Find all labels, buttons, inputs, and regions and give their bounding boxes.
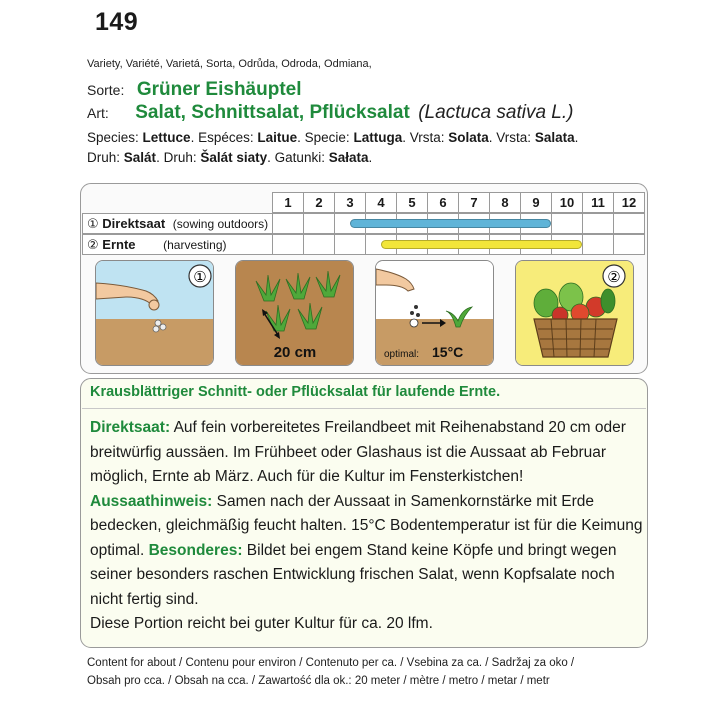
calendar-cell <box>303 234 335 255</box>
month-header-spacer <box>82 192 272 213</box>
temperature-illustration <box>375 260 494 366</box>
calendar-cell <box>613 213 645 234</box>
calendar-cell <box>272 213 304 234</box>
species-line-2: Druh: Salát. Druh: Šalát siaty. Gatunki: Sałata. <box>87 150 373 165</box>
species-line-1: Species: Lettuce. Espéces: Laitue. Specie: Lattuga. Vrsta: Solata. Vrsta: Salata. <box>87 130 579 145</box>
ernte-label: ② Ernte (harvesting) <box>82 234 272 255</box>
spacing-illustration <box>235 260 354 366</box>
month-header-10: 10 <box>551 192 583 213</box>
sorte-row <box>87 79 302 101</box>
month-header-5: 5 <box>396 192 428 213</box>
art-latin: (Lactuca sativa L.) <box>418 102 574 123</box>
variety-languages: Variety, Variété, Varietá, Sorta, Odrůda, Odroda, Odmiana, <box>87 58 372 70</box>
sorte-value: Grüner Eishäuptel <box>136 79 302 100</box>
calendar-cell <box>272 234 304 255</box>
calendar-cell <box>303 213 335 234</box>
art-row <box>87 102 573 124</box>
month-header-row <box>82 192 644 213</box>
calendar-cell <box>613 234 645 255</box>
packet-number: 149 <box>95 8 139 36</box>
spacing-label: 20 cm <box>273 344 317 361</box>
step-2-marker: ② <box>607 269 621 286</box>
harvest-illustration <box>515 260 634 366</box>
month-header-2: 2 <box>303 192 335 213</box>
month-header-4: 4 <box>365 192 397 213</box>
content-amount-line-1: Content for about / Contenu pour environ / Contenuto per ca. / Vsebina za ca. / Sadržaj za oko / <box>87 657 575 669</box>
month-header-11: 11 <box>582 192 614 213</box>
step-1-marker: ① <box>193 269 207 286</box>
art-value: Salat, Schnittsalat, Pflücksalat <box>135 102 410 123</box>
period-bar-direktsaat <box>350 219 552 228</box>
month-header-8: 8 <box>489 192 521 213</box>
month-header-9: 9 <box>520 192 552 213</box>
period-bar-ernte <box>381 240 583 249</box>
month-header-7: 7 <box>458 192 490 213</box>
direktsaat-label: ① Direktsaat (sowing outdoors) <box>82 213 272 234</box>
description-divider <box>82 408 646 409</box>
calendar-cell <box>582 213 614 234</box>
month-header-12: 12 <box>613 192 645 213</box>
calendar-cell <box>551 213 583 234</box>
optimal-label: optimal: <box>384 349 420 360</box>
calendar-cell <box>582 234 614 255</box>
description-text: Direktsaat: Auf fein vorbereitetes Freilandbeet mit Reihenabstand 20 cm oder breitwürfig aussäen. Im Frühbeet oder Glashaus ist die Aussaat ab Februar möglich, Ernte ab März. Auch für die Kultur im Fensterkistchen! Aussaathinweis: Samen nach der Aussaat in Samenkornstärke mit Erde bedecken, gleichmäßig feucht halten. 15°C Bodentemperatur ist für die Keimung optimal. Besonderes: Bildet bei engem Stand keine Köpfe und bringt wegen seiner besonders raschen Entwicklung frischen Salat, wenn Kopfsalate noch nicht fertig sind. Diese Portion reicht bei guter Kultur für ca. 20 lfm. <box>90 419 643 632</box>
month-header-3: 3 <box>334 192 366 213</box>
description-headline: Krausblättriger Schnitt- oder Pflücksalat für laufende Ernte. <box>90 384 501 400</box>
art-label: Art: <box>87 105 109 121</box>
month-header-1: 1 <box>272 192 304 213</box>
sowing-illustration <box>95 260 214 366</box>
sowing-calendar <box>82 192 644 258</box>
calendar-cell <box>334 234 366 255</box>
optimal-temperature: 15°C <box>432 344 464 360</box>
calendar-row-ernte <box>82 234 644 255</box>
content-amount-line-2: Obsah pro cca. / Obsah na cca. / Zawartość dla ok.: 20 meter / mètre / metro / metar / metr <box>87 675 550 687</box>
sorte-label: Sorte: <box>87 82 125 98</box>
month-header-6: 6 <box>427 192 459 213</box>
calendar-row-direktsaat <box>82 213 644 234</box>
